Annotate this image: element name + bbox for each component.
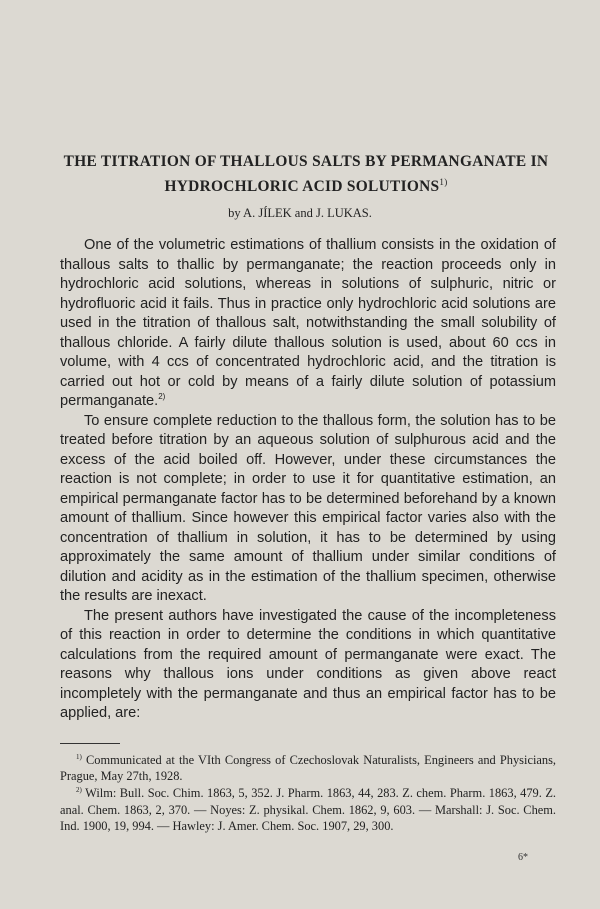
footnote-2-mark: 2) xyxy=(76,786,82,795)
article-title xyxy=(52,152,560,197)
paragraph-1-footnote-mark: 2) xyxy=(158,392,166,402)
footnote-1-text: Communicated at the VIth Congress of Czechoslovak Naturalists, Engineers and Physicians, Prague, May 27th, 1928. xyxy=(60,753,556,784)
paragraph-3: The present authors have investigated the cause of the incompleteness of this reaction in order to determine the conditions in which quantitative calculations from the required amount of permanganate were exact. The reasons why thallous ions under conditions as given above react incompletely with the permanganate and thus an empirical factor has to be applied, are: xyxy=(60,607,556,721)
article-body xyxy=(60,236,556,724)
paragraph-1-text: One of the volumetric estimations of thallium consists in the oxidation of thallous salts to thallic by permanganate; the reaction proceeds only in hydrochloric acid solutions, whereas in solutions of sulphuric, nitric or hydrofluoric acid it fails. Thus in practice only hydrochloric acid solutions are used in the titration of thallous salt, notwithstanding the small solubility of thallous chloride. A fairly dilute thallous solution is used, about 60 ccs in volume, with 4 ccs of concentrated hydrochloric acid, and the titration is carried out hot or cold by means of a fairly dilute solution of potassium permanganate. xyxy=(60,237,556,409)
footnote-2-text: Wilm: Bull. Soc. Chim. 1863, 5, 352. J. Pharm. 1863, 44, 283. Z. chem. Pharm. 1863, 479. Z. anal. Chem. 1863, 2, 370. — Noyes: Z. physikal. Chem. 1862, 9, 603. — Marshall: J. Soc. Chem. Ind. 1900, 19, 994. — Hawley: J. Amer. Chem. Soc. 1907, 29, 300. xyxy=(60,786,557,833)
footnote-2 xyxy=(60,785,556,834)
title-footnote-mark: 1) xyxy=(439,177,448,187)
paragraph-2: To ensure complete reduction to the thallous form, the solution has to be treated before titration by an aqueous solution of sulphurous acid and the excess of the acid boiled off. However, under these circumstances the reaction is not complete; in order to use it for quantitative estimation, an empirical permanganate factor has to be determined beforehand by a known amount of thallium. Since however this empirical factor varies also with the concentration of thallium in solution, it has to be determined by using approximately the same amount of thallium under similar conditions of dilution and acidity as in the estimation of the thallium specimen, otherwise the results are inexact. xyxy=(60,412,556,604)
footnote-1-mark: 1) xyxy=(76,752,82,761)
paragraph-1 xyxy=(60,236,556,412)
footnote-divider xyxy=(60,743,120,744)
page-signature-mark: 6* xyxy=(518,852,528,863)
footnote-1 xyxy=(60,752,556,784)
author-byline: by A. JÍLEK and J. LUKAS. xyxy=(228,206,372,220)
footnotes xyxy=(60,752,556,835)
article-title-text: THE TITRATION OF THALLOUS SALTS BY PERMANGANATE IN HYDROCHLORIC ACID SOLUTIONS xyxy=(63,153,549,196)
